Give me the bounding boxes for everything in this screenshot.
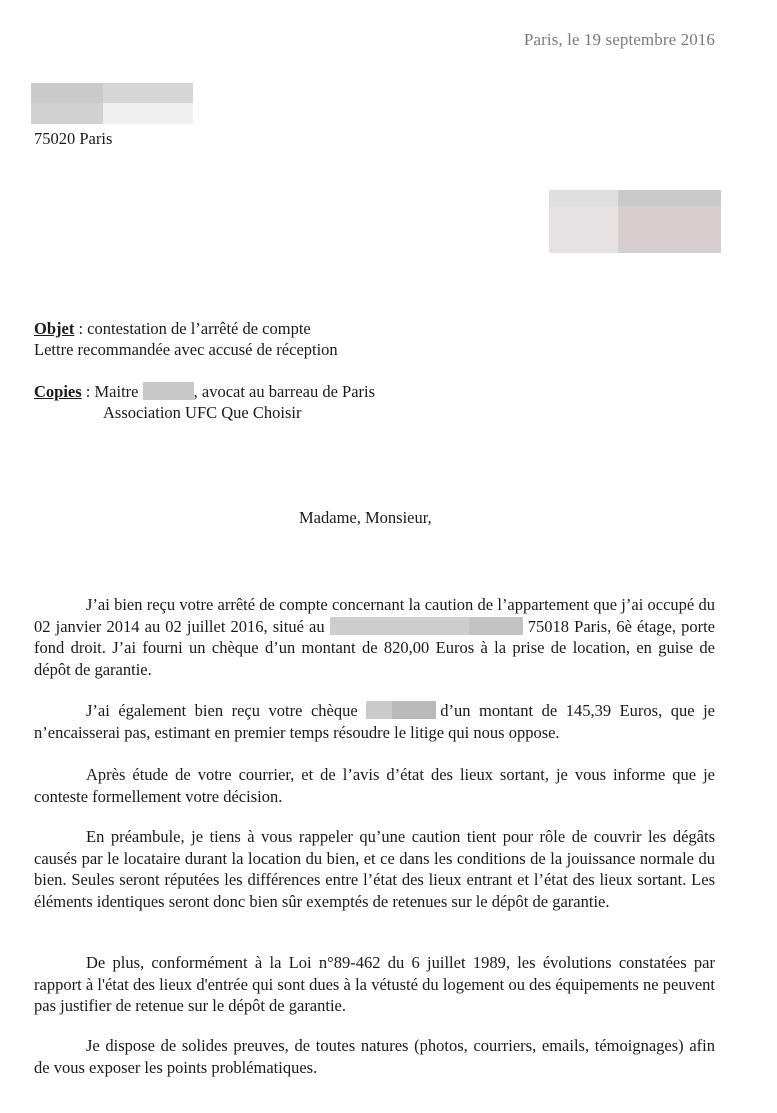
paragraph-deposit-receipt [34,594,715,680]
copies-lawyer-prefix: Maitre [94,382,143,401]
paragraph-evidence [34,1035,715,1078]
letter-date: Paris, le 19 septembre 2016 [523,30,715,49]
paragraph-text: J’ai bien reçu votre arrêté de compte concernant la caution de l’appartement que j’ai occupé du 02 janvier 2014 au 02 juillet 2016, situé au [34,595,715,636]
paragraph-text: Après étude de votre courrier, et de l’avis d’état des lieux sortant, je vous informe que je conteste formellement votre décision. [34,765,715,806]
paragraph-text: 75018 Paris, 6è étage, porte fond droit. J’ai fourni un chèque d’un montant de 820,00 Euros à la prise de location, en guise de dépôt de garantie. [34,616,715,679]
redaction-box [618,190,721,206]
paragraph-text: d’un montant de 145,39 Euros, que je n’encaisserai pas, estimant en premier temps résoudre le litige qui nous oppose. [34,701,716,742]
paragraph-text: Je dispose de solides preuves, de toutes natures (photos, courriers, emails, témoignages) afin de vous exposer les points problématiques. [34,1036,715,1077]
cheque-number-redaction [366,701,436,719]
object-label: Objet [34,319,75,338]
paragraph-contest-decision [34,764,715,807]
sender-postal-line: 75020 Paris [34,129,113,148]
redaction-box [103,83,193,103]
lawyer-name-redaction [143,382,194,400]
copies-line [34,381,375,402]
paragraph-law-reference [34,952,715,1017]
paragraph-text: J’ai également bien reçu votre chèque [86,701,367,720]
registered-mail-line: Lettre recommandée avec accusé de réception [34,340,338,359]
paragraph-preamble [34,826,715,912]
object-separator: : [74,319,88,338]
paragraph-text: De plus, conformément à la Loi n°89-462 du 6 juillet 1989, les évolutions constatées par rapport à l'état des lieux d'entrée qui sont dues à la vétusté du logement ou des équipements ne peuvent pas justifier de retenue sur le dépôt de garantie. [34,953,715,1015]
redaction-box [103,103,193,124]
redaction-box [31,83,103,103]
redaction-box [549,206,618,253]
redaction-box [549,190,618,206]
copies-lawyer-suffix: , avocat au barreau de Paris [193,382,376,401]
copies-label: Copies [34,382,82,401]
copies-association: Association UFC Que Choisir [103,403,302,422]
object-line [34,318,311,339]
paragraph-text: En préambule, je tiens à vous rappeler qu’une caution tient pour rôle de couvrir les dégâts causés par le locataire durant la location du bien, et ce dans les conditions de la jouissance normale du bien. Seules seront réputées les différences entre l’état des lieux entrant et l’état des lieux sortant. Les éléments identiques seront donc bien sûr exemptés de retenues sur le dépôt de garantie. [34,827,715,911]
redaction-box [618,206,721,253]
salutation: Madame, Monsieur, [299,508,432,527]
address-redaction [330,617,523,635]
paragraph-refund-cheque [34,700,715,743]
redaction-box [31,103,103,124]
copies-separator: : [81,382,95,401]
object-text: contestation de l’arrêté de compte [87,319,311,338]
